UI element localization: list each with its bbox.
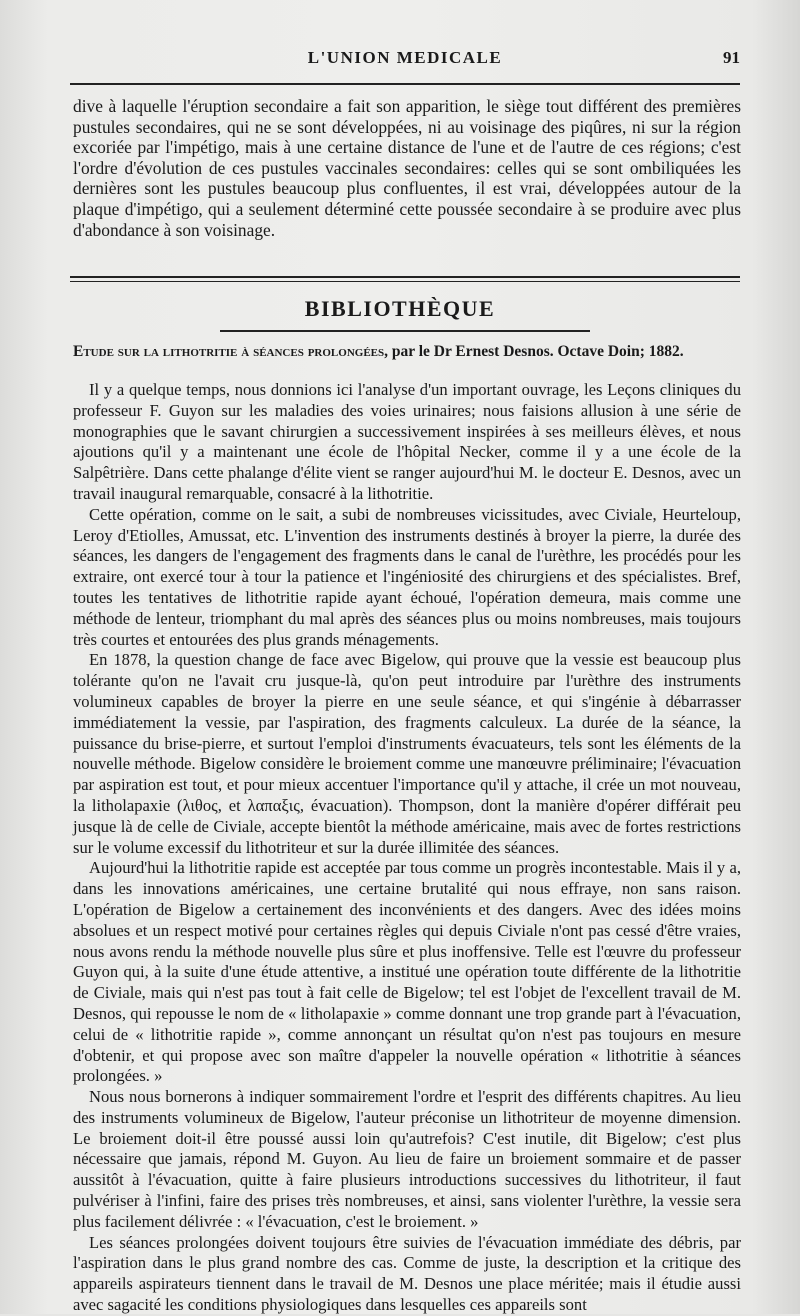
header-rule xyxy=(70,83,740,85)
page-header xyxy=(70,48,740,72)
citation-title: Etude sur la lithotritie à séances prolongées, xyxy=(73,343,388,360)
intro-text: dive à laquelle l'éruption secondaire a fait son apparition, le siège tout différent des premières pustules secondaires, qui ne se sont développées, ni au voisinage des piqûres, ni sur la région excoriée par l'impétigo, mais à une certaine distance de l'une et de l'autre de ces régions; c'est l'ordre d'évolution de ces pustules vaccinales secondaires: celles qui se sont ombiliquées les dernières sont les pustules beaucoup plus confluentes, il est vrai, développées autour de la plaque d'impétigo, qui a seulement déterminé cette poussée secondaire à se produire avec plus d'abondance à son voisinage. xyxy=(73,96,741,240)
paragraph: Cette opération, comme on le sait, a subi de nombreuses vicissitudes, avec Civiale, Heurteloup, Leroy d'Etiolles, Amussat, etc. L'invention des instruments destinés à broyer la pierre, la durée des séances, les dangers de l'engagement des fragments dans le canal de l'urèthre, les procédés pour les extraire, ont exercé tour à tour la patience et l'ingéniosité des chirurgiens et des spécialistes. Bref, toutes les tentatives de lithotritie rapide ayant échoué, l'opération demeura, mais comme une méthode de lenteur, triomphant du mal après des séances plus ou moins nombreuses, mais toujours très courtes et entourées des plus grands ménagements. xyxy=(73,504,741,649)
paragraph: Nous nous bornerons à indiquer sommairement l'ordre et l'esprit des différents chapitres. Au lieu des instruments volumineux de Bigelow, l'auteur préconise un lithotriteur de moyenne dimension. Le broiement doit-il être poussé aussi loin qu'autrefois? C'est inutile, dit Bigelow; c'est plus nécessaire que jamais, répond M. Guyon. Au lieu de faire un broiement sommaire et de passer aussitôt à l'évacuation, quitte à faire plusieurs introductions successives du lithotriteur, il faut pulvériser à l'infini, faire des prises très nombreuses, et ainsi, sans violenter l'urèthre, la vessie sera plus facilement délivrée : « l'évacuation, c'est le broiement. » xyxy=(73,1087,741,1231)
paragraph: En 1878, la question change de face avec Bigelow, qui prouve que la vessie est beaucoup plus tolérante qu'on ne l'avait cru jusque-là, qu'on peut introduire par l'urèthre des instruments volumineux capables de broyer la pierre en une seule séance, et qui s'ingénie à débarrasser immédiatement la vessie, par l'aspiration, des fragments calculeux. La durée de la séance, la puissance du brise-pierre, et surtout l'emploi d'instruments évacuateurs, tels sont les éléments de la nouvelle méthode. Bigelow considère le broiement comme une manœuvre préliminaire; l'évacuation par aspiration est tout, et pour mieux accentuer l'importance qu'il y attache, il crée un mot nouveau, la litholapaxie (λιθος, et λαπαξις, évacuation). Thompson, dont la manière d'opérer différait peu jusque là de celle de Civiale, accepte bientôt la méthode américaine, mais avec de fortes restrictions sur le volume excessif du lithotriteur et sur la durée illimitée des séances. xyxy=(73,650,741,857)
section-rule-thick xyxy=(70,276,740,278)
citation-author: par le Dr Ernest Desnos. Octave Doin; 1882. xyxy=(391,343,684,360)
continued-paragraph xyxy=(73,96,741,240)
section-rule-thin xyxy=(70,281,740,282)
running-title: L'UNION MEDICALE xyxy=(307,48,503,67)
paragraph: Les séances prolongées doivent toujours être suivies de l'évacuation immédiate des débris, par l'aspiration dans le plus grand nombre des cas. Comme de juste, la description et la critique des appareils aspirateurs tiennent dans le travail de M. Desnos une place méritée; mais il étudie aussi avec sagacité les conditions physiologiques dans lesquelles ces appareils sont xyxy=(73,1232,741,1315)
title-underline xyxy=(220,330,590,332)
review-body xyxy=(73,380,741,1316)
paragraph: Il y a quelque temps, nous donnions ici l'analyse d'un important ouvrage, les Leçons cliniques du professeur F. Guyon sur les maladies des voies urinaires; nous faisions allusion à une série de monographies que le savant chirurgien a successivement inspirées à ses meilleurs élèves, et nous ajoutions qu'il y a maintenant une école de l'hôpital Necker, comme il y a une école de la Salpêtrière. Dans cette phalange d'élite vient se ranger aujourd'hui M. le docteur E. Desnos, avec un travail inaugural remarquable, consacré à la lithotritie. xyxy=(73,380,741,503)
section-title: BIBLIOTHÈQUE xyxy=(304,296,496,321)
paragraph: Aujourd'hui la lithotritie rapide est acceptée par tous comme un progrès incontestable. Mais il y a, dans les innovations américaines, une certaine brutalité qui nous effraye, non sans raison. L'opération de Bigelow a certainement des inconvénients et des dangers. Avec des idées moins absolues et un respect motivé pour certaines règles qui depuis Civiale n'ont pas cessé d'être vraies, nous avons rendu la méthode nouvelle plus sûre et plus inoffensive. Telle est l'œuvre du professeur Guyon qui, à la suite d'une étude attentive, a institué une opération toute différente de la lithotritie de Civiale, mais qui n'est pas tout à fait celle de Bigelow; tel est l'objet de l'excellent travail de M. Desnos, qui repousse le nom de « litholapaxie » comme donnant une trop grande part à l'évacuation, celui de « lithotritie rapide », comme annonçant un résultat qu'on n'est pas toujours en mesure d'obtenir, et qui propose avec son maître d'appeler la nouvelle opération « lithotritie à séances prolongées. » xyxy=(73,858,741,1086)
page-number: 91 xyxy=(723,48,740,67)
book-citation xyxy=(73,342,741,362)
